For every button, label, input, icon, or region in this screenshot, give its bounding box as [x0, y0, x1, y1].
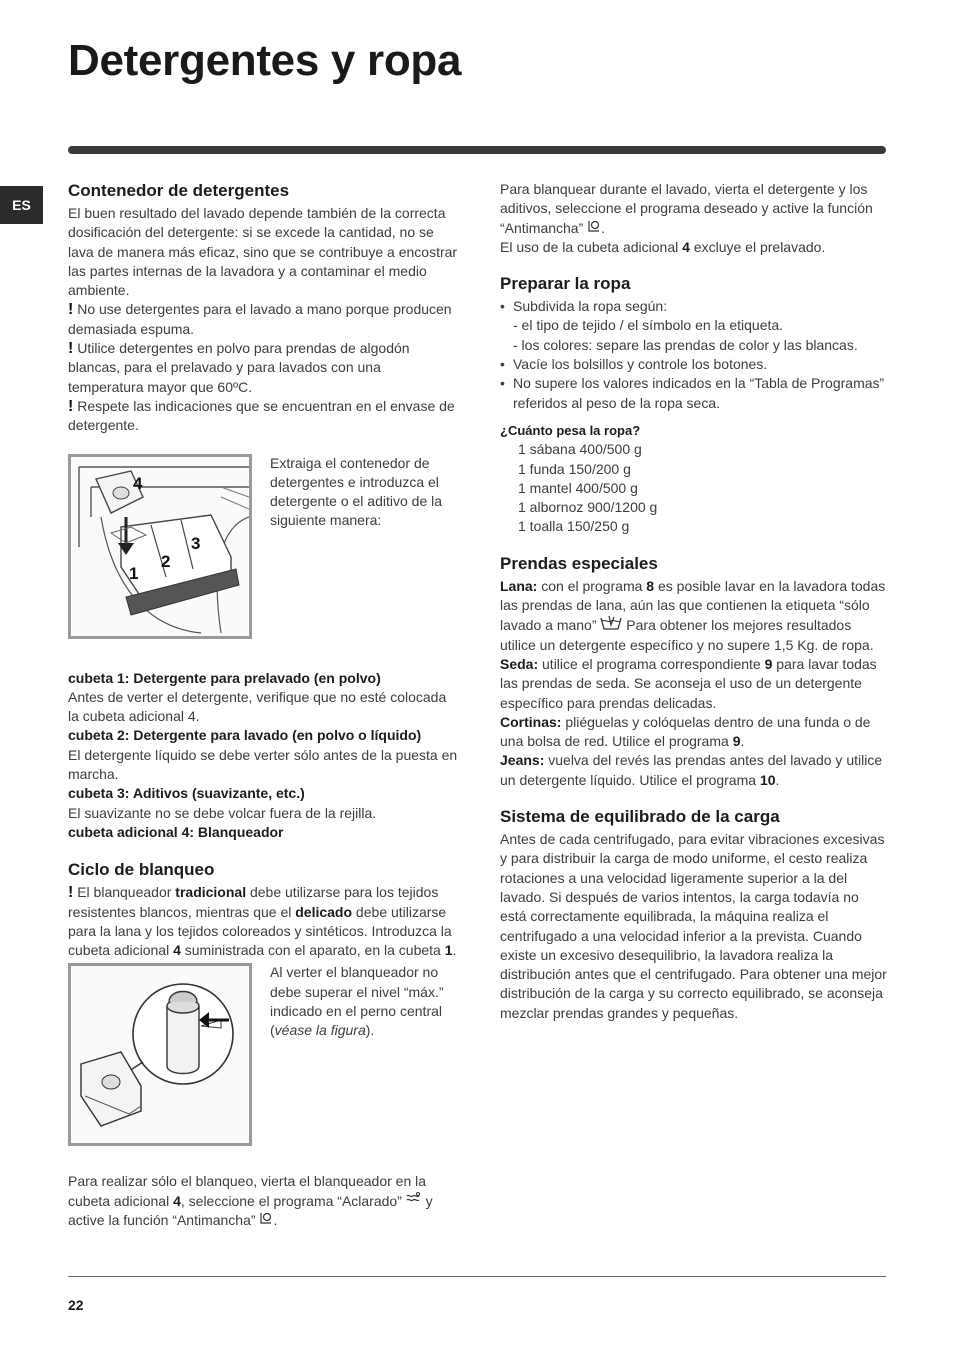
- bleach-figure-caption: Al verter el blanqueador no debe superar el nivel “máx.” indicado en el perno central (véase la figura).: [270, 964, 444, 1039]
- list-item: 1 mantel 400/500 g: [518, 479, 638, 496]
- cubeta-3-text: El suavizante no se debe volcar fuera de la rejilla.: [68, 804, 377, 821]
- antimancha-icon: [259, 1211, 273, 1230]
- warning-3: ! Respete las indicaciones que se encuentran en el envase de detergente.: [68, 397, 455, 434]
- warning-1: ! No use detergentes para el lavado a mano porque producen demasiada espuma.: [68, 301, 452, 337]
- left-column: [68, 180, 460, 1230]
- right-column: [500, 180, 888, 1023]
- top-divider: [68, 146, 886, 154]
- language-tab: ES: [0, 186, 43, 224]
- cubeta-2-heading: cubeta 2: Detergente para lavado (en polvo o líquido): [68, 727, 422, 744]
- list-item: 1 albornoz 900/1200 g: [518, 499, 658, 516]
- equilibrado-paragraph: Antes de cada centrifugado, para evitar vibraciones excesivas y para distribuir la carga de modo uniforme, el cesto realiza rotaciones a una velocidad ligeramente superior a la del lavado. Si después de varios intentos, la carga todavía no está correctamente equilibrada, la máquina realiza el centrifugado a una velocidad inferior a la prevista. Cuando existe un excesivo desequilibrio, la lavadora realiza la distribución antes que el centrifugado. Para obtener una mejor distribución de la carga y su correcto equilibrado, se aconseja mezclar prendas grandes y pequeñas.: [500, 831, 887, 1021]
- page-title: Detergentes y ropa: [68, 36, 462, 85]
- page-number: 22: [68, 1297, 84, 1313]
- section-heading-preparar: Preparar la ropa: [500, 274, 631, 294]
- lana-paragraph: Lana: con el programa 8 es posible lavar en la lavadora todas las prendas de lana, aún las que contienen la etiqueta “sólo lavado a mano” Para obtener los mejores resultados utilice un detergente específico y no supere 1,5 Kg. de ropa.: [500, 577, 886, 653]
- cortinas-paragraph: Cortinas: pliéguelas y colóquelas dentro de una funda o de una bolsa de red. Utilice el programa 9.: [500, 713, 871, 750]
- bottom-divider: [68, 1276, 886, 1277]
- list-item: 1 sábana 400/500 g: [518, 441, 642, 458]
- cubeta-1-text: Antes de verter el detergente, verifique que no esté colocada la cubeta adicional 4.: [68, 688, 447, 725]
- list-subitem: - los colores: separe las prendas de color y las blancas.: [513, 336, 858, 353]
- cubeta-3-heading: cubeta 3: Aditivos (suavizante, etc.): [68, 785, 305, 802]
- preparar-list-cont: [500, 355, 888, 413]
- section-heading-contenedor: Contenedor de detergentes: [68, 181, 290, 200]
- fig-label-2: 2: [161, 551, 171, 571]
- blanquear-paragraph-2: El uso de la cubeta adicional 4 excluye el prelavado.: [500, 238, 826, 255]
- jeans-paragraph: Jeans: vuelva del revés las prendas antes del lavado y utilice un detergente líquido. Utilice el programa 10.: [500, 752, 883, 788]
- blanqueo-paragraph-1: ! El blanqueador tradicional debe utilizarse para los tejidos resistentes blancos, mientras que el delicado debe utilizarse para la lana y los tejidos coloreados y sintéticos. Introduzca la cubeta adicional 4 suministrada con el aparato, en la cubeta 1.: [68, 884, 457, 959]
- list-item: • Vacíe los bolsillos y controle los botones.: [500, 355, 888, 374]
- seda-paragraph: Seda: utilice el programa correspondiente 9 para lavar todas las prendas de seda. Se aconseja el uso de un detergente específico para prendas delicadas.: [500, 655, 877, 711]
- warning-2: ! Utilice detergentes en polvo para prendas de algodón blancas, para el prelavado y para lavados con una temperatura mayor que 60ºC.: [68, 340, 410, 395]
- cubeta-2-text: El detergente líquido se debe verter sólo antes de la puesta en marcha.: [68, 746, 458, 783]
- blanqueo-paragraph-2: Para realizar sólo el blanqueo, vierta el blanqueador en la cubeta adicional 4, seleccione el programa “Aclarado” y active la función “Antimancha” .: [68, 1172, 460, 1230]
- section-heading-especiales: Prendas especiales: [500, 553, 658, 573]
- handwash-icon: [600, 615, 622, 635]
- section-heading-blanqueo: Ciclo de blanqueo: [68, 860, 215, 880]
- aclarado-icon: [406, 1192, 422, 1211]
- fig-label-1: 1: [129, 563, 139, 583]
- list-item: 1 funda 150/200 g: [518, 460, 631, 477]
- blanquear-paragraph-1: Para blanquear durante el lavado, vierta el detergente y los aditivos, seleccione el programa deseado y active la función “Antimancha” .: [500, 180, 888, 238]
- contenedor-intro: El buen resultado del lavado depende también de la correcta dosificación del detergente: si se excede la cantidad, no se lava de manera más eficaz, sino que se contribuye a encostrar las partes internas de la lavadora y a contaminar el medio ambiente.: [68, 205, 458, 299]
- warning-icon: !: [68, 884, 74, 902]
- list-item: • No supere los valores indicados en la “Tabla de Programas” referidos al peso de la ropa seca.: [500, 374, 888, 413]
- section-heading-equilibrado: Sistema de equilibrado de la carga: [500, 807, 780, 827]
- warning-icon: !: [68, 340, 74, 358]
- list-item: • Subdivida la ropa según:: [500, 297, 888, 316]
- drawer-figure-caption: Extraiga el contenedor de detergentes e introduzca el detergente o el aditivo de la siguiente manera:: [270, 454, 443, 529]
- fig-label-4: 4: [133, 473, 143, 493]
- warning-icon: !: [68, 301, 74, 319]
- peso-list: [500, 440, 888, 536]
- antimancha-icon: [587, 219, 601, 238]
- preparar-list: [500, 297, 888, 316]
- cubeta-1-heading: cubeta 1: Detergente para prelavado (en polvo): [68, 669, 381, 686]
- list-item: 1 toalla 150/250 g: [518, 518, 630, 535]
- cubeta-4-heading: cubeta adicional 4: Blanqueador: [68, 823, 284, 840]
- detergent-drawer-figure-row: [68, 454, 460, 639]
- warning-icon: !: [68, 397, 74, 415]
- bleach-cup-figure: [68, 963, 252, 1146]
- bleach-figure-row: [68, 963, 460, 1146]
- list-subitem: - el tipo de tejido / el símbolo en la etiqueta.: [513, 317, 784, 334]
- peso-heading: ¿Cuánto pesa la ropa?: [500, 422, 641, 438]
- detergent-drawer-figure: [68, 454, 252, 639]
- fig-label-3: 3: [191, 533, 201, 553]
